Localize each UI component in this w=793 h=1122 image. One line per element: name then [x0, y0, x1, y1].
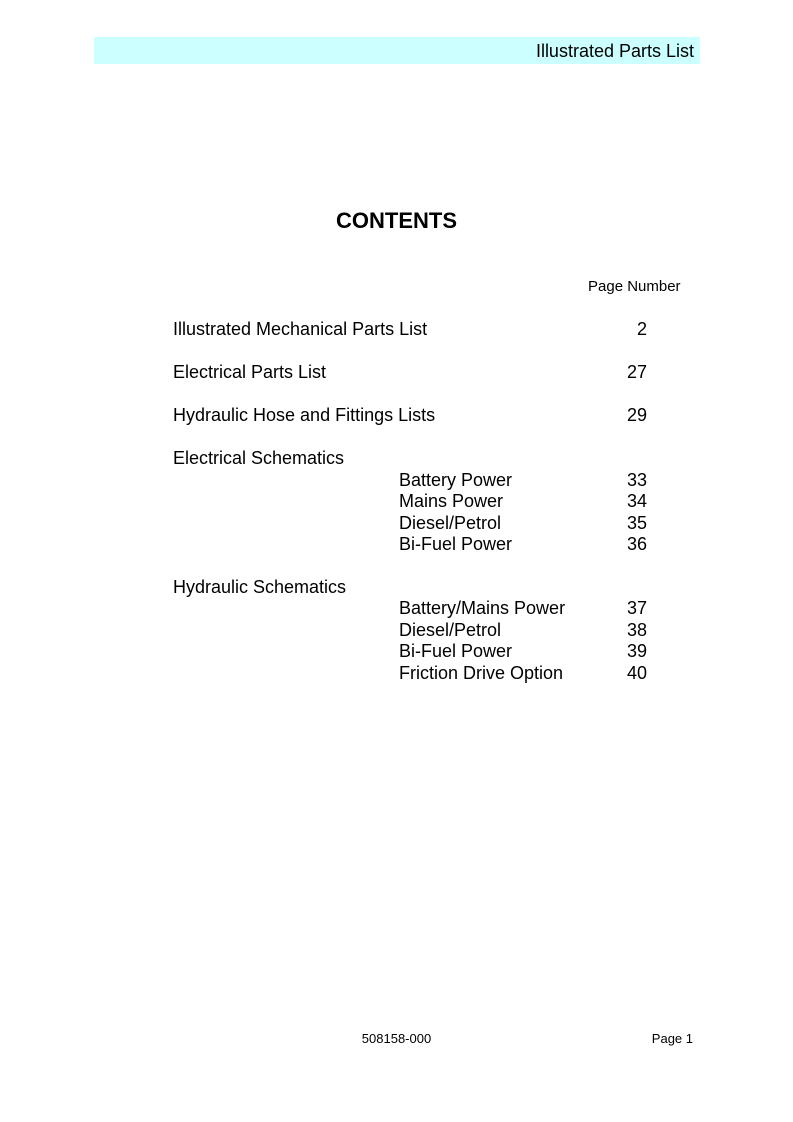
toc-subentry-label: Diesel/Petrol [399, 620, 502, 640]
toc-entry-label: Electrical Parts List [173, 362, 327, 382]
toc-subentry-label: Friction Drive Option [399, 663, 564, 683]
page-title: CONTENTS [336, 208, 457, 233]
toc-entry-page: 2 [636, 319, 647, 339]
toc-subentry-label: Diesel/Petrol [399, 513, 502, 533]
toc-subentry-label: Mains Power [399, 491, 504, 511]
toc-entry-page: 29 [626, 405, 647, 425]
header-title: Illustrated Parts List [535, 41, 694, 61]
toc-section-label: Hydraulic Schematics [173, 577, 347, 597]
toc-subentry-label: Battery Power [399, 470, 513, 490]
page-number-column-heading: Page Number [588, 278, 681, 295]
toc-subentry-label: Bi-Fuel Power [399, 641, 513, 661]
toc-subentry-page: 33 [626, 470, 647, 490]
toc-subentry-page: 35 [626, 513, 647, 533]
footer-document-number: 508158-000 [361, 1031, 432, 1046]
toc-entry-label: Hydraulic Hose and Fittings Lists [173, 405, 436, 425]
toc-subentry-page: 38 [626, 620, 647, 640]
toc-subentry-page: 34 [626, 491, 647, 511]
toc-subentry-page: 39 [626, 641, 647, 661]
header-band [94, 37, 700, 64]
toc-entry-page: 27 [626, 362, 647, 382]
toc-subentry-page: 36 [626, 534, 647, 554]
toc-subentry-label: Battery/Mains Power [399, 598, 566, 618]
toc-subentry-label: Bi-Fuel Power [399, 534, 513, 554]
toc-section-label: Electrical Schematics [173, 448, 345, 468]
toc-entry-label: Illustrated Mechanical Parts List [173, 319, 428, 339]
toc-subentry-page: 37 [626, 598, 647, 618]
footer-page-number: Page 1 [651, 1031, 693, 1046]
toc-subentry-page: 40 [626, 663, 647, 683]
